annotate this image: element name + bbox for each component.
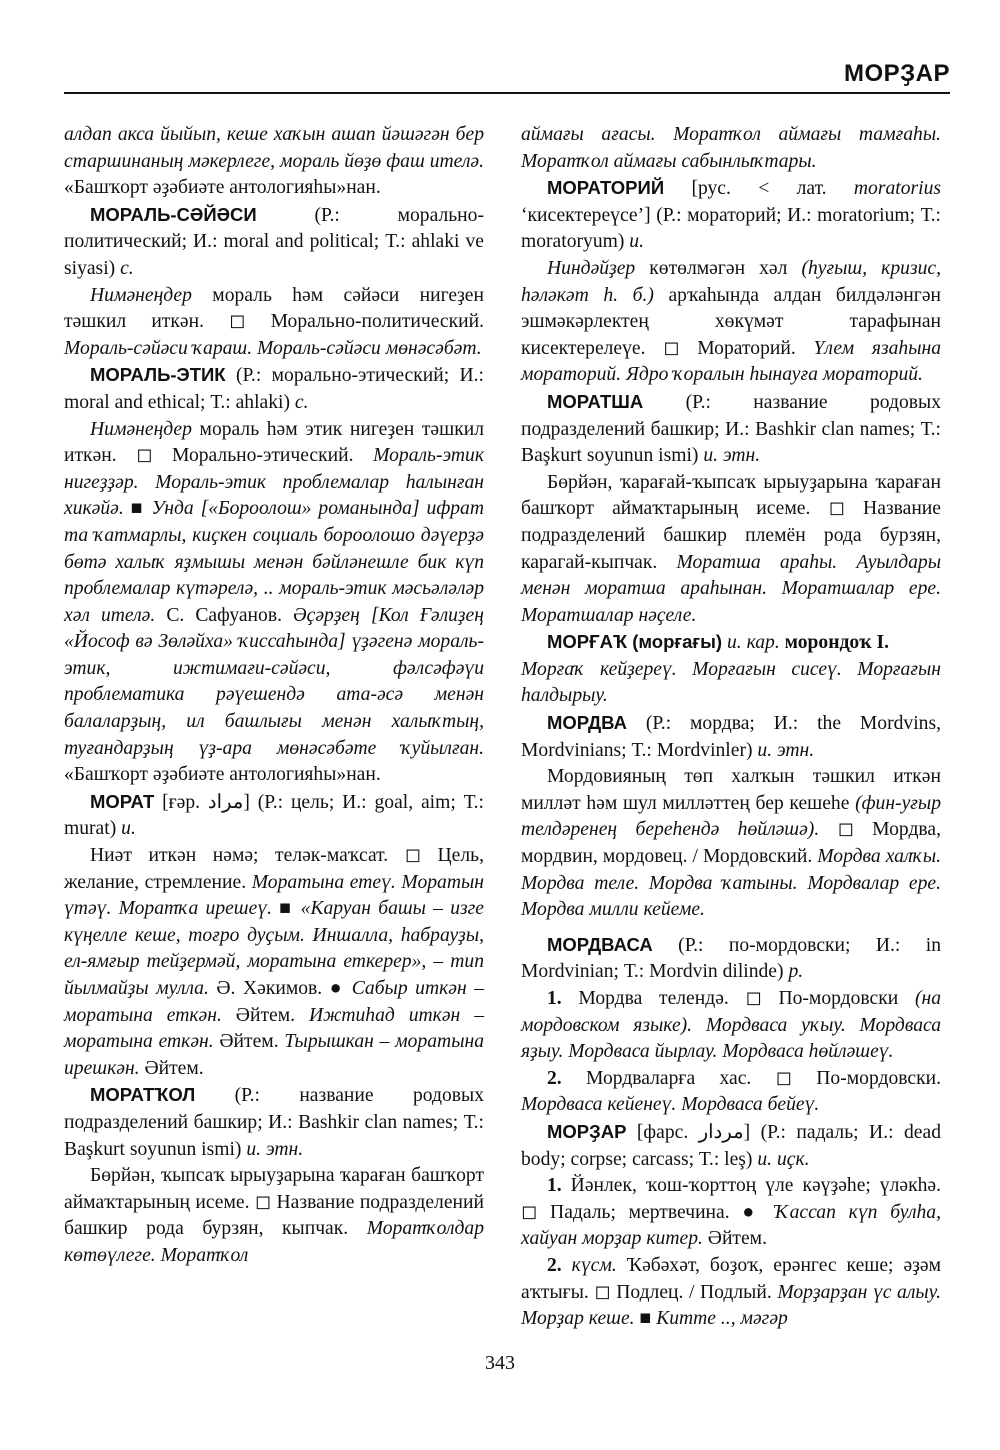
- headword: МОРАЛЬ-СӘЙӘСИ: [90, 203, 257, 225]
- entry-text: Бөрйән, ҡыпсаҡ ырыуҙарына ҡараған башҡорт аймаҡтарының исеме. ◻ Название подразделений башкир рода бурзян, кыпчак. Моратҡолдар көтөүлеге. Моратҡол: [64, 1165, 484, 1266]
- right-column: [521, 122, 941, 1333]
- entry-text: аймағы ағасы. Моратҡол аймағы тамғаһы. Моратҡол аймағы сабынлыҡтары.: [521, 124, 941, 172]
- entry-headword-line: МОРАТОРИЙ [рус. < лат. moratorius ‘кисектереүсе’] (Р.: мораторий; И.: moratorium; Т.: moratoryum) и.: [521, 177, 941, 253]
- entry-headword-line: МОРАТҠОЛ (Р.: название родовых подразделений башкир; И.: Bashkir clan names; Т.: Başkurt soyunun ismi) и. этн.: [64, 1084, 484, 1160]
- entry-text: Мордовияның төп халҡын тәшкил иткән милләт һәм шул милләттең бер кешеһе (фин-уғыр телдәренең береһендә һөйләшә). ◻ Мордва, мордвин, мордовец. / Мордовский. Мордва халҡы. Мордва теле. Мордва ҡатыны. Мордвалар ере. Мордва милли кейеме.: [521, 766, 942, 921]
- headword: МОРҒАҠ (морғағы): [547, 631, 723, 653]
- entry-text: 1. Йәнлек, ҡош-ҡорттоң үле кәүҙәһе; үләкһә. ◻ Падаль; мертвечина. ● Ҡассап күп булһа, хайуан морҙар китер. Әйтем.: [521, 1175, 941, 1250]
- entry-headword-line: МОРҒАҠ (морғағы) и. кар. моронд̨оҡ I.: [547, 631, 889, 654]
- entry-text: Нимәнеңдер мораль һәм этик нигеҙен тәшкил иткән. ◻ Морально-этический. Мораль-этик нигеҙҙәр. Мораль-этик проблемалар һалынған хикәйә. ■ Унда [«Бороолош» романында] ифрат та ҡатмарлы, киҫкен социаль бороолошо дәүерҙә бөтә халыҡ яҙмышы менән бәйләнешле бик күп проблемалар күтәрелә, .. мораль-этик мәсьәләләр хәл ителә. С. Сафуанов. Әҫәрҙең [Кол Ғәлиҙең «Йософ вә Зөләйха» ҡиссаһында] үҙәгенә мораль-этик, ижтимағи-сәйәси, фәлсәфәүи проблематика рәүешендә ата-әсә менән балаларҙың, ил башлығы менән халыҡтың, туғандарҙың үҙ-ара мөнәсәбәте ҡуйылған. «Башҡорт әҙәбиәте антологияһы»нан.: [64, 418, 484, 786]
- entry-text: 2. Мордваларға хас. ◻ По-мордовски. Мордваса кейенеү. Мордваса бейеү.: [521, 1067, 941, 1116]
- headword: МОРАЛЬ-ЭТИК: [90, 364, 226, 386]
- entry-text: 2. күсм. Ҡәбәхәт, боҙоҡ, ерәнгес кеше; әҙәм аҡтығы. ◻ Подлец. / Подлый. Морҙарҙан үс алыу. Морҙар кеше. ■ Китте .., мәгәр: [521, 1254, 941, 1330]
- entry-headword-line: МОРАТ [ғәр. مراد] (Р.: цель; И.: goal, aim; Т.: murat) и.: [64, 790, 484, 840]
- headword: МОРАТҠОЛ: [90, 1084, 196, 1106]
- entry-text: Морғаҡ кейҙереү. Морғағын сисеү. Морғағын һалдырыу.: [521, 658, 941, 707]
- entry-text: Нимәнеңдер мораль һәм сәйәси нигеҙен тәшкил иткән. ◻ Морально-политический. Мораль-сәйәси ҡараш. Мораль-сәйәси мөнәсәбәт.: [64, 284, 484, 359]
- running-header: [64, 58, 950, 94]
- entry-text: алдап акса йыйып, кеше хаҡын ашап йәшәгән бер старшинаның мәкерлеге, мораль йөҙө фаш ителә. «Башҡорт әҙәбиәте антологияһы»нан.: [64, 124, 484, 199]
- entry-headword-line: МОРДВА (Р.: мордва; И.: the Mordvins, Mordvinians; Т.: Mordvinler) и. этн.: [521, 712, 941, 761]
- running-head-word: МОРҘАР: [843, 60, 950, 87]
- headword: МОРДВА: [547, 712, 627, 734]
- headword: МОРҘАР: [547, 1120, 627, 1142]
- entry-text: Ниндәйҙер көтөлмәгән хәл (һуғыш, кризис, һәләкәт һ. б.) арҡаһында алдан билдәләнгән эшмәкәрлектең хөкүмәт тарафынан кисектерелеүе. ◻ Мораторий. Үлем язаһына мораторий. Ядро ҡоралын һынауға мораторий.: [521, 257, 942, 386]
- page-number: 343: [485, 1352, 515, 1374]
- entry-headword-line: МОРҘАР [фарс. مردار] (Р.: падаль; И.: dead body; corpse; carcass; Т.: leş) и. иҫк.: [521, 1120, 941, 1170]
- entry-headword-line: МОРАЛЬ-СӘЙӘСИ (Р.: морально-политический; И.: moral and political; Т.: ahlaki ve siyasi) с.: [64, 203, 484, 279]
- entry-headword-line: МОРДВАСА (Р.: по-мордовски; И.: in Mordvinian; Т.: Mordvin dilinde) р.: [521, 933, 941, 983]
- entry-headword-line: МОРАЛЬ-ЭТИК (Р.: морально-этический; И.: moral and ethical; Т.: ahlaki) с.: [64, 364, 484, 413]
- entry-headword-line: МОРАТША (Р.: название родовых подразделений башкир; И.: Bashkir clan names; Т.: Başkurt soyunun ismi) и. этн.: [521, 390, 941, 467]
- entry-text: 1. Мордва телендә. ◻ По-мордовски (на мордовском языке). Мордваса уҡыу. Мордваса яҙыу. Мордваса йырлау. Мордваса һөйләшеү.: [521, 988, 941, 1063]
- entry-text: Ниәт иткән нәмә; теләк-маҡсат. ◻ Цель, желание, стремление. Моратына етеү. Моратын үтәү. Моратҡа ирешеү. ■ «Каруан башы – изге күңелле кеше, тоғро дуҫым. Иншалла, һабрауҙы, ел-ямғыр тейҙермәй, моратына еткерер», – тип йылмайҙы мулла. Ә. Хәкимов. ● Сабыр иткән – моратына еткән. Әйтем. Ижтиһад иткән – моратына еткән. Әйтем. Тырышкан – моратына ирешкән. Әйтем.: [64, 845, 485, 1079]
- headword: МОРДВАСА: [547, 933, 653, 955]
- entry-text: Бөрйән, ҡарағай-ҡыпсаҡ ырыуҙарына ҡараған башҡорт аймаҡтарының исеме. ◻ Название подразделений башкир племён рода бурзян, карагай-кыпчак. Моратша араһы. Ауылдары менән моратша араһынан. Моратшалар ере. Моратшалар нәҫеле.: [521, 471, 941, 626]
- left-column: [64, 122, 484, 1270]
- headword: МОРАТОРИЙ: [547, 177, 665, 199]
- headword: МОРАТША: [547, 390, 644, 412]
- headword: МОРАТ: [90, 790, 155, 812]
